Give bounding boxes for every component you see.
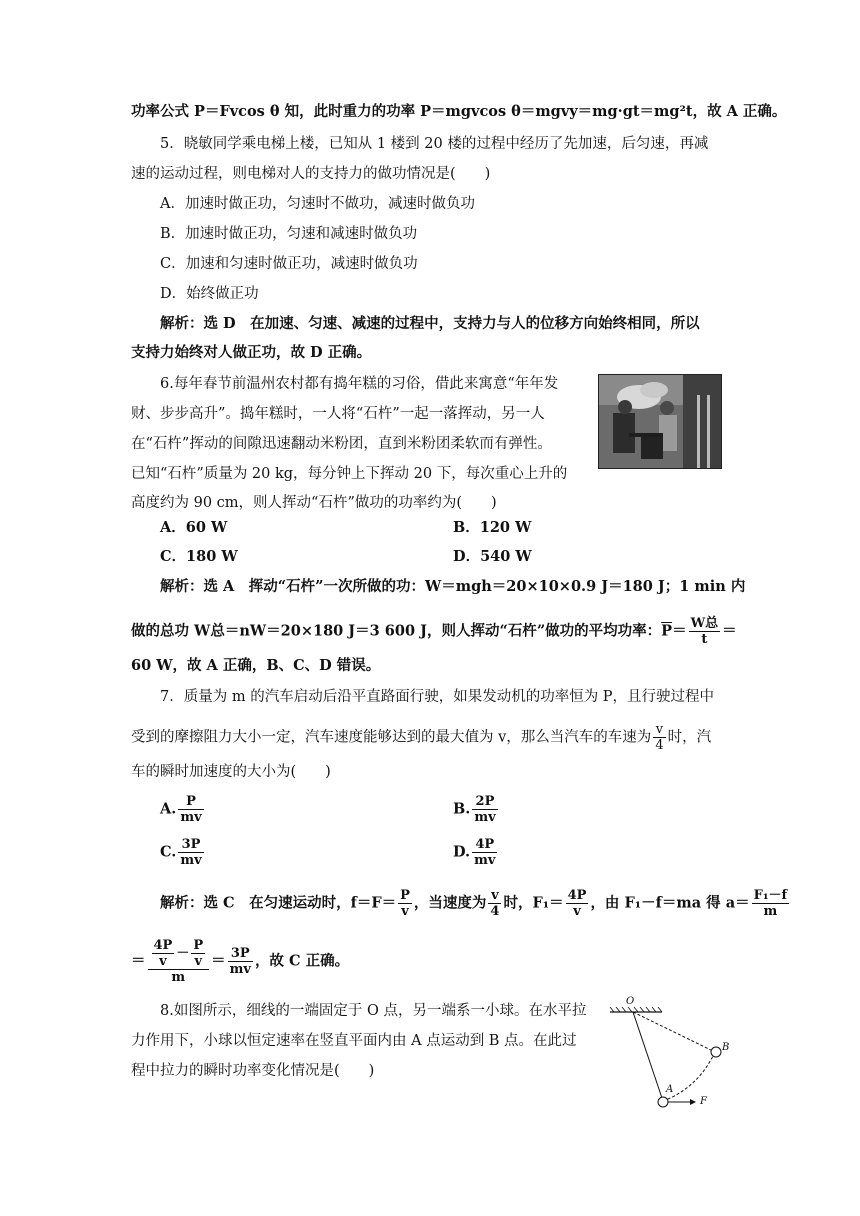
q8-stem-1: 8.如图所示，细线的一端固定于 O 点，另一端系一小球。在水平拉 — [160, 1003, 587, 1019]
option-fraction — [472, 794, 497, 825]
fraction-numerator: v — [488, 888, 501, 904]
q5-stem-2: 速的运动过程，则电梯对人的支持力的做功情况是( ) — [131, 166, 491, 182]
q5-option-a: A．加速时做正功，匀速时不做功，减速时做负功 — [160, 196, 475, 212]
q5-stem-1: 5．晓敏同学乘电梯上楼，已知从 1 楼到 20 楼的过程中经历了先加速，后匀速，再减 — [160, 136, 709, 152]
q6-analysis-2 — [131, 616, 737, 647]
fraction-numerator: 2P — [472, 794, 497, 810]
q6-stem-2: 财、步步高升”。捣年糕时，一人将“石杵”一起一落挥动，另一人 — [131, 406, 545, 422]
minus-sign: － — [176, 946, 190, 961]
analysis-text: ，由 F₁－f＝ma 得 a＝ — [590, 894, 750, 912]
option-label: D. — [453, 843, 471, 861]
fraction-numerator: P — [178, 794, 203, 810]
compound-fraction — [148, 938, 210, 985]
q5-option-c: C．加速和匀速时做正功，减速时做负功 — [160, 256, 418, 272]
q6-analysis-2-text: 做的总功 W总＝nW＝20×180 J＝3 600 J，则人挥动“石杵”做功的平均功率： — [131, 622, 662, 640]
point-b-label: B — [722, 1042, 730, 1053]
q7-stem-3: 车的瞬时加速度的大小为( ) — [131, 764, 331, 780]
q7-analysis-2 — [131, 938, 349, 985]
fraction-numerator: 3P — [228, 946, 253, 962]
equals-sign: ＝ — [722, 622, 737, 640]
fraction — [398, 888, 412, 919]
option-label: B. — [453, 800, 471, 818]
equals-sign: ＝ — [211, 952, 226, 970]
fraction-denominator: 4 — [655, 738, 664, 753]
q6-analysis-3: 60 W，故 A 正确，B、C、D 错误。 — [131, 657, 381, 674]
q5-option-b: B．加速时做正功，匀速和减速时做负功 — [160, 226, 418, 242]
fraction-denominator: v — [573, 904, 581, 919]
q7-stem-2 — [131, 722, 711, 753]
q6-option-a: A．60 W — [160, 519, 228, 536]
q7-option-c — [160, 837, 206, 868]
fraction-numerator: 4P — [153, 938, 173, 953]
q8-stem-3: 程中拉力的瞬时功率变化情况是( ) — [131, 1063, 375, 1079]
fraction-denominator: mv — [180, 810, 202, 825]
option-fraction — [178, 794, 203, 825]
fraction-numerator: F₁－f — [753, 888, 788, 903]
rice-cake-pounding-photo — [598, 374, 722, 469]
q7-analysis-1 — [160, 888, 791, 919]
fraction — [566, 888, 589, 919]
fraction — [191, 938, 205, 969]
fraction — [152, 938, 175, 969]
fraction-v-over-4 — [653, 722, 665, 753]
option-fraction — [472, 837, 497, 868]
pendulum-diagram — [606, 998, 736, 1113]
analysis-text: ，当速度为 — [413, 894, 487, 912]
fraction-numerator: 4P — [472, 837, 497, 853]
option-label: A. — [160, 800, 177, 818]
q5-analysis-2: 支持力始终对人做正功，故 D 正确。 — [131, 344, 372, 361]
fraction-numerator: W总 — [690, 616, 719, 631]
fraction-denominator: v — [401, 904, 409, 919]
q6-stem-4: 已知“石杵”质量为 20 kg，每分钟上下挥动 20 下，每次重心上升的 — [131, 466, 568, 482]
q7-option-d — [453, 837, 499, 868]
analysis-text: ，故 C 正确。 — [254, 952, 350, 970]
q5-option-d: D．始终做正功 — [160, 286, 259, 302]
fraction-numerator: P — [193, 938, 204, 953]
q7-option-b — [453, 794, 500, 825]
fraction-numerator: 3P — [178, 837, 203, 853]
analysis-text: 时，F₁＝ — [503, 894, 564, 912]
q6-stem-3: 在“石杵”挥动的间隙迅速翻动米粉团，直到米粉团柔软而有弹性。 — [131, 436, 552, 452]
q6-analysis-1: 解析：选 A 挥动“石杵”一次所做的功：W＝mgh＝20×10×0.9 J＝180 J；1 min 内 — [160, 578, 746, 595]
fraction-denominator: m — [763, 904, 778, 919]
point-a-label: A — [666, 1084, 674, 1095]
fraction — [752, 888, 790, 919]
option-label: C. — [160, 843, 177, 861]
q6-option-b: B．120 W — [453, 519, 532, 536]
option-fraction — [178, 837, 203, 868]
equals-sign: ＝ — [672, 622, 687, 640]
q7-stem-2-tail: 时，汽 — [667, 729, 712, 746]
fraction-denominator: t — [701, 632, 708, 647]
force-f-label: F — [700, 1096, 707, 1107]
q8-stem-2: 力作用下，小球以恒定速率在竖直平面内由 A 点运动到 B 点。在此过 — [131, 1033, 577, 1049]
fraction-denominator: v — [194, 954, 203, 969]
point-o-label: O — [626, 996, 635, 1007]
q6-option-c: C．180 W — [160, 548, 238, 565]
fraction-denominator: mv — [180, 853, 202, 868]
average-power-symbol: $\overline{P}$ — [661, 622, 673, 640]
fraction-numerator: 4P — [567, 888, 587, 903]
q6-stem-5: 高度约为 90 cm，则人挥动“石杵”做功的功率约为( ) — [131, 495, 497, 511]
fraction-numerator: v — [653, 722, 665, 738]
fraction-denominator: mv — [229, 962, 251, 977]
fraction-denominator: v — [159, 954, 167, 969]
fraction — [488, 888, 501, 919]
q6-stem-1: 6.每年春节前温州农村都有捣年糕的习俗，借此来寓意“年年发 — [160, 376, 559, 392]
fraction-numerator: P — [400, 888, 410, 903]
compound-numerator — [148, 938, 210, 970]
equals-sign: ＝ — [131, 952, 146, 970]
q6-option-d: D．540 W — [453, 548, 532, 565]
q7-option-a — [160, 794, 206, 825]
q7-stem-2-text: 受到的摩擦阻力大小一定，汽车速度能够达到的最大值为 v，那么当汽车的车速为 — [131, 729, 652, 746]
fraction-denominator: mv — [474, 853, 496, 868]
fraction — [228, 946, 253, 977]
prev-answer-tail: 功率公式 P＝Fvcos θ 知，此时重力的功率 P＝mgvcos θ＝mgvy＝mg·gt＝mg²t，故 A 正确。 — [131, 103, 787, 120]
fraction-denominator: mv — [474, 810, 496, 825]
fraction-denominator: 4 — [490, 904, 500, 919]
compound-denominator: m — [171, 970, 186, 985]
q5-analysis-1: 解析：选 D 在加速、匀速、减速的过程中，支持力与人的位移方向始终相同，所以 — [160, 315, 700, 332]
analysis-text: 解析：选 C 在匀速运动时，f＝F＝ — [160, 894, 397, 912]
q7-stem-1: 7．质量为 m 的汽车启动后沿平直路面行驶，如果发动机的功率恒为 P，且行驶过程中 — [160, 689, 715, 705]
fraction-w-total-over-t — [689, 616, 721, 647]
